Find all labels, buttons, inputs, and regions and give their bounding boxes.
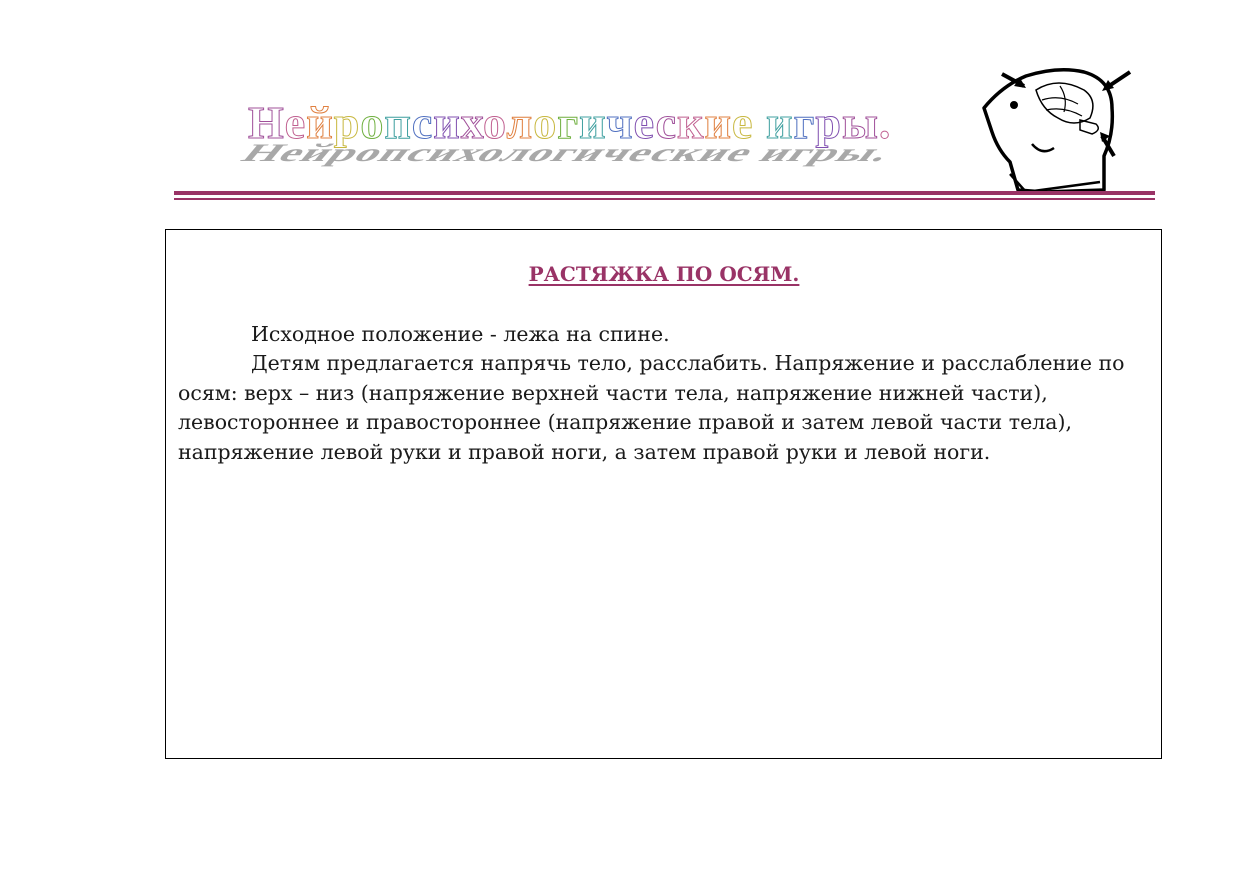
paragraph-start-position: Исходное положение - лежа на спине. bbox=[251, 322, 670, 346]
content-frame bbox=[165, 229, 1162, 759]
wordart-text: Нейропсихологические игры. bbox=[248, 97, 892, 148]
head-with-brain-arrows-icon bbox=[980, 64, 1140, 196]
paragraph-instructions: Детям предлагается напрячь тело, расслабить. Напряжение и расслабление по осям: верх – низ (напряжение верхней части тела, напряжение нижней части), левостороннее и правостороннее (напряжение правой и затем левой части тела), напряжение левой руки и правой ноги, а затем правой руки и левой ноги. bbox=[178, 351, 1125, 464]
header-rule-thin bbox=[174, 198, 1155, 200]
body-text bbox=[178, 320, 1153, 467]
section-title: РАСТЯЖКА ПО ОСЯМ. bbox=[528, 262, 800, 286]
header-wordart-title bbox=[234, 96, 928, 167]
wordart-shadow: Нейропсихологические игры. bbox=[234, 138, 902, 167]
header-rule-thick bbox=[174, 191, 1155, 195]
